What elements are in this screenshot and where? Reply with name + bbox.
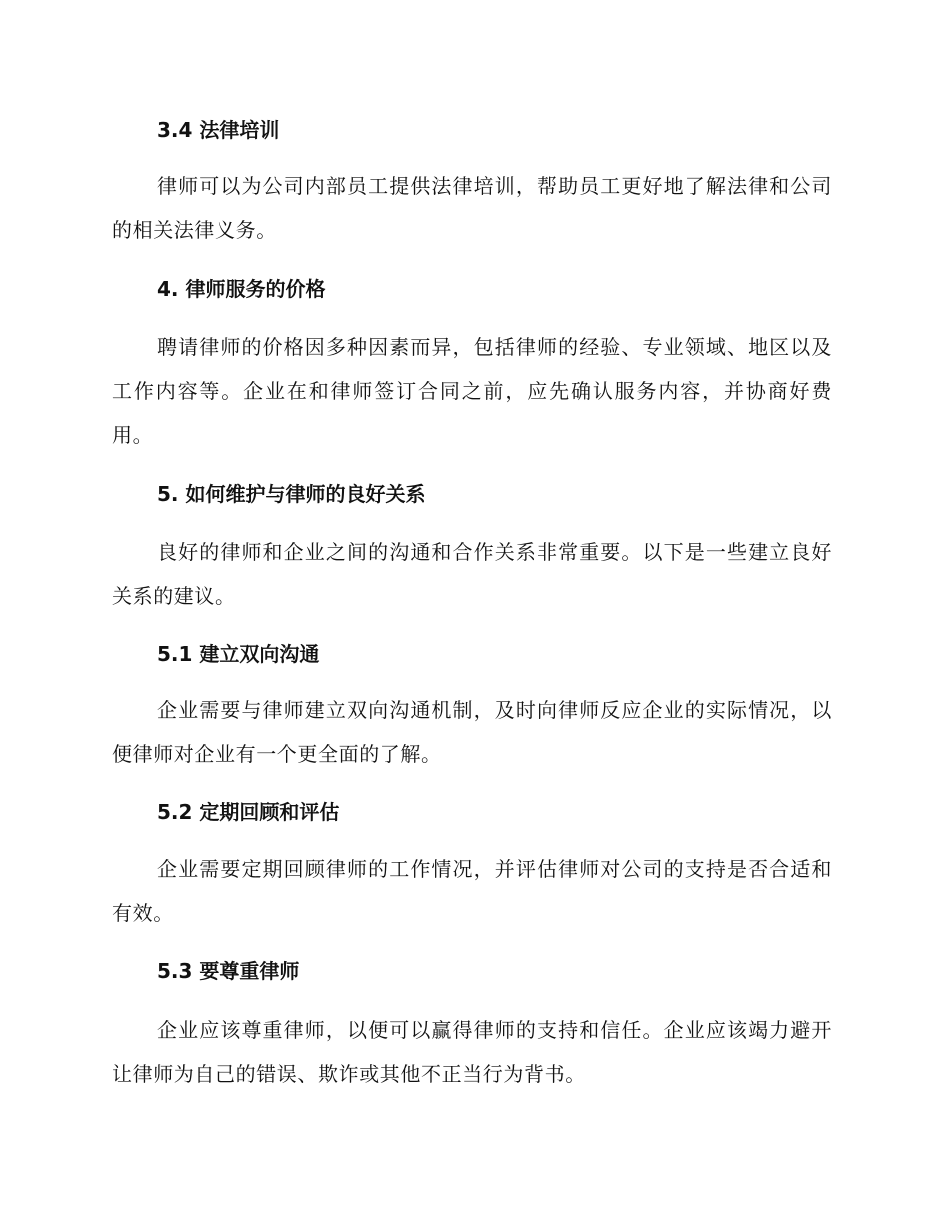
section-paragraph-5-1: 企业需要与律师建立双向沟通机制，及时向律师反应企业的实际情况，以便律师对企业有一个更全面的了解。 [112,698,832,766]
section-heading-5: 5. 如何维护与律师的良好关系 [157,482,426,506]
section-paragraph-4: 聘请律师的价格因多种因素而异，包括律师的经验、专业领域、地区以及工作内容等。企业在和律师签订合同之前，应先确认服务内容，并协商好费用。 [112,335,832,447]
section-heading-4: 4. 律师服务的价格 [157,277,326,301]
section-heading-5-3: 5.3 要尊重律师 [157,959,300,983]
section-paragraph-5: 良好的律师和企业之间的沟通和合作关系非常重要。以下是一些建立良好关系的建议。 [112,540,832,608]
section-paragraph-5-3: 企业应该尊重律师，以便可以赢得律师的支持和信任。企业应该竭力避开让律师为自己的错误、欺诈或其他不正当行为背书。 [112,1018,832,1086]
section-heading-5-2: 5.2 定期回顾和评估 [157,800,340,824]
section-paragraph-3-4: 律师可以为公司内部员工提供法律培训，帮助员工更好地了解法律和公司的相关法律义务。 [112,174,832,242]
section-heading-3-4: 3.4 法律培训 [157,118,280,142]
section-paragraph-5-2: 企业需要定期回顾律师的工作情况，并评估律师对公司的支持是否合适和有效。 [112,857,832,925]
section-heading-5-1: 5.1 建立双向沟通 [157,642,320,666]
